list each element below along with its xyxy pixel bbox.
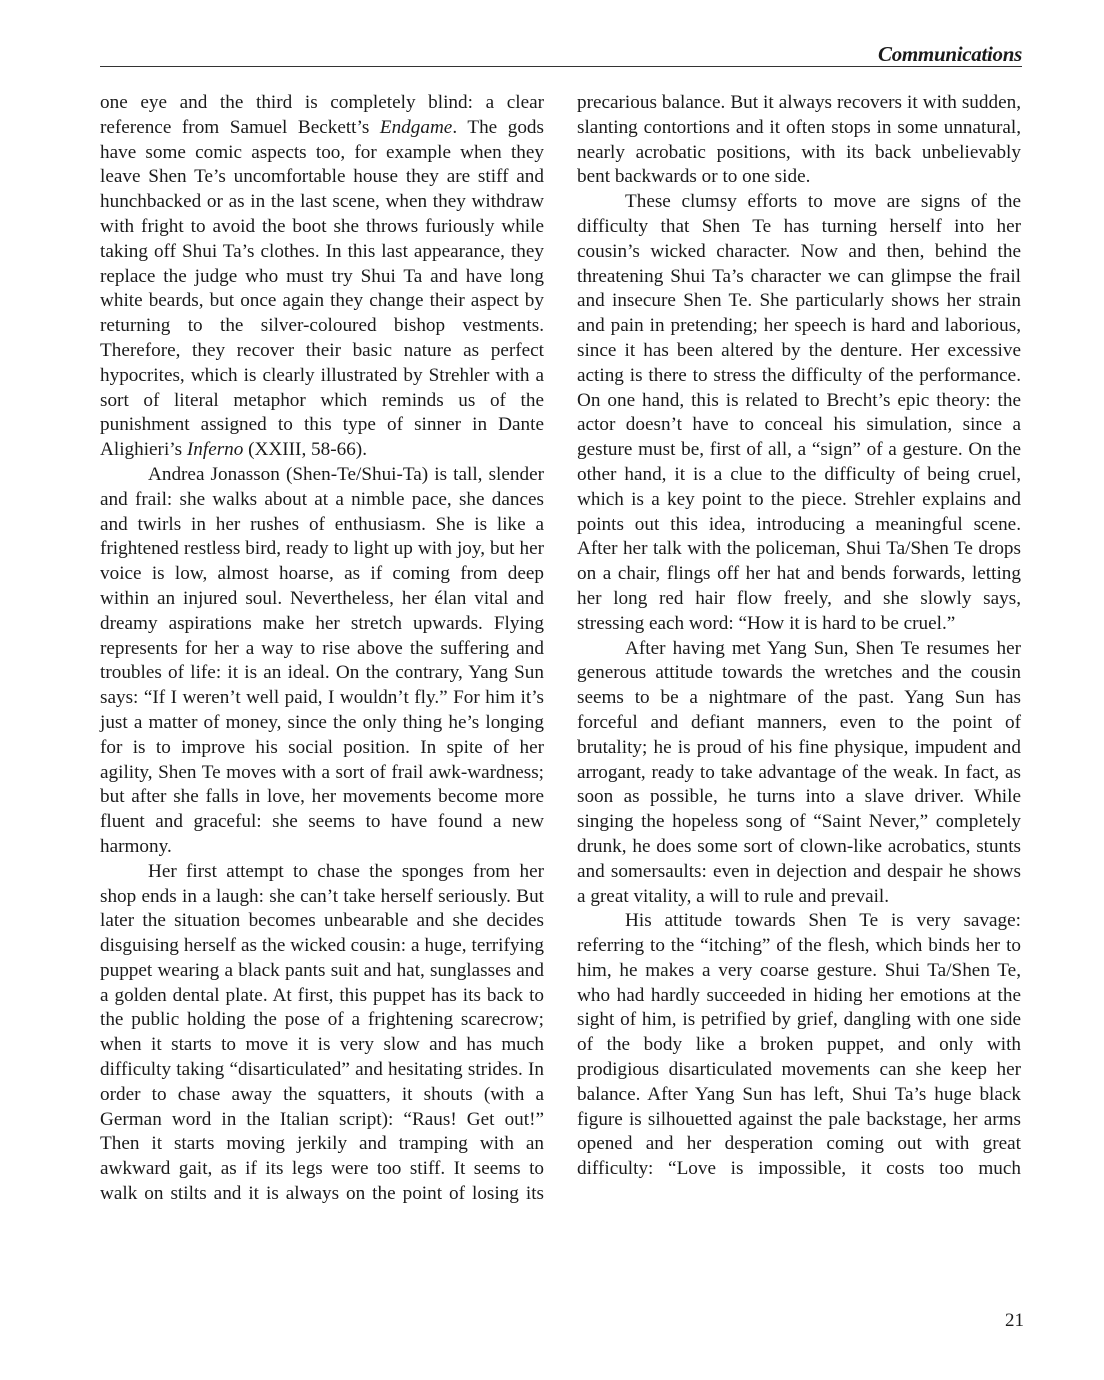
paragraph: These clumsy efforts to move are signs of the difficulty that Shen Te has turning herself into her cousin’s wicked character. Now and then, behind the threatening Shui Ta’s character we can glimpse the frail and insecure Shen Te. She particularly shows her strain and pain in pretending; her speech is hard and laborious, since it has been altered by the denture. Her excessive acting is there to stress the difficulty of the performance. On one hand, this is related to Brecht’s epic theory: the actor doesn’t have to conceal his simulation, since a gesture must be, first of all, a “sign” of a gesture. On the other hand, it is a clue to the difficulty of being cruel, which is a key point to the piece. Strehler explains and points out this idea, introducing a meaningful scene. After her talk with the policeman, Shui Ta/Shen Te drops on a chair, flings off her hat and bends forwards, letting her long red hair flow freely, and she slowly says, stressing each word: “How it is hard to be cruel.” — [577, 191, 1021, 634]
section-title: Communications — [877, 42, 1022, 66]
paragraph: Andrea Jonasson (Shen-Te/Shui-Ta) is tall, slender and frail: she walks about at a nimble pace, she dances and twirls in her rushes of enthusiasm. She is like a frightened restless bird, ready to light up with joy, but her voice is low, almost hoarse, as if coming from deep within an injured soul. Nevertheless, her élan vital and dreamy aspirations make her stretch upwards. Flying represents for her a way to rise above the suffering and troubles of life: it is an ideal. On the contrary, Yang Sun says: “If I weren’t well paid, I wouldn’t fly.” For him it’s just a matter of money, since the only thing he’s longing for is to improve his social position. In spite of her agility, Shen Te moves with a sort of frail awk-wardness; but after she falls in love, her movements become more fluent and graceful: she seems to have found a new harmony. — [100, 463, 544, 857]
page-number: 21 — [1005, 1310, 1024, 1331]
paragraph — [100, 91, 544, 463]
work-title-inferno: Inferno — [186, 439, 244, 461]
text-run: . The gods have some comic aspects too, for example when they leave Shen Te’s uncomfortable house they are stiff and hunchbacked or as in the last scene, when they withdraw with fright to avoid the boot she throws furiously while taking off Shui Ta’s clothes. In this last appearance, they replace the judge who must try Shui Ta and have long white beards, but once again they change their aspect by returning to the silver-coloured bishop vestments. Therefore, they recover their basic nature as perfect hypocrites, which is clearly illustrated by Strehler with a sort of literal metaphor which reminds us of the punishment assigned to this type of sinner in Dante Alighieri’s — [100, 116, 544, 461]
work-title-endgame: Endgame — [379, 116, 453, 138]
text-run: one eye and the third is completely blind: a clear reference from Samuel Beckett’s — [100, 92, 544, 138]
paragraph: precarious balance. But it always recovers it with sudden, slanting contortions and it often stops in some unnatural, nearly acrobatic positions, with its back unbelievably bent backwards or to one side. — [577, 92, 1021, 188]
paragraph: Her first attempt to chase the sponges from her shop ends in a laugh: she can’t take herself seriously. But later the situation becomes unbearable and she decides disguising herself as the wicked cousin: a huge, terrifying puppet wearing a black pants suit and hat, sunglasses and a golden dental plate. At first, this puppet has its back to the public holding the pose of a frightening scarecrow; when it starts to move it is very slow and has much difficulty taking “disarticulated” and hesitating strides. In order to chase away the squatters, it shouts (with a German word in the Italian script): “Raus! Get out!” Then it starts moving jerkily and tramping with an awkward gait, as if its legs were too stiff. It seems to walk on stilts and it is always on the point of losing its — [100, 860, 544, 1205]
text-run: (XXIII, 58-66). — [243, 439, 367, 461]
running-header — [100, 38, 1022, 67]
paragraph: His attitude towards Shen Te is very savage: referring to the “itching” of the flesh, which binds her to him, he makes a very coarse gesture. Shui Ta/Shen Te, who had hardly succeeded in hiding her emotions at the sight of him, is petrified by grief, dangling with one side of the body like a broken puppet, and only with prodigious disarticulated movements can she keep her balance. After Yang Sun has left, Shui Ta’s huge black figure is silhouetted against the pale backstage, her arms opened and her desperation coming out with great difficulty: “Love is impossible, it costs too much — [577, 910, 1021, 1180]
paragraph: After having met Yang Sun, Shen Te resumes her generous attitude towards the wretches and the cousin seems to be a nightmare of the past. Yang Sun has forceful and defiant manners, even to the point of brutality; he is proud of his fine physique, impudent and arrogant, ready to take advantage of the weak. In fact, as soon as possible, he turns into a slave driver. While singing the hopeless song of “Saint Never,” completely drunk, he does some sort of clown-like acrobatics, stunts and somersaults: even in dejection and despair he shows a great vitality, a will to rule and prevail. — [577, 637, 1021, 907]
right-column — [577, 91, 1021, 1182]
left-column — [100, 91, 544, 1207]
